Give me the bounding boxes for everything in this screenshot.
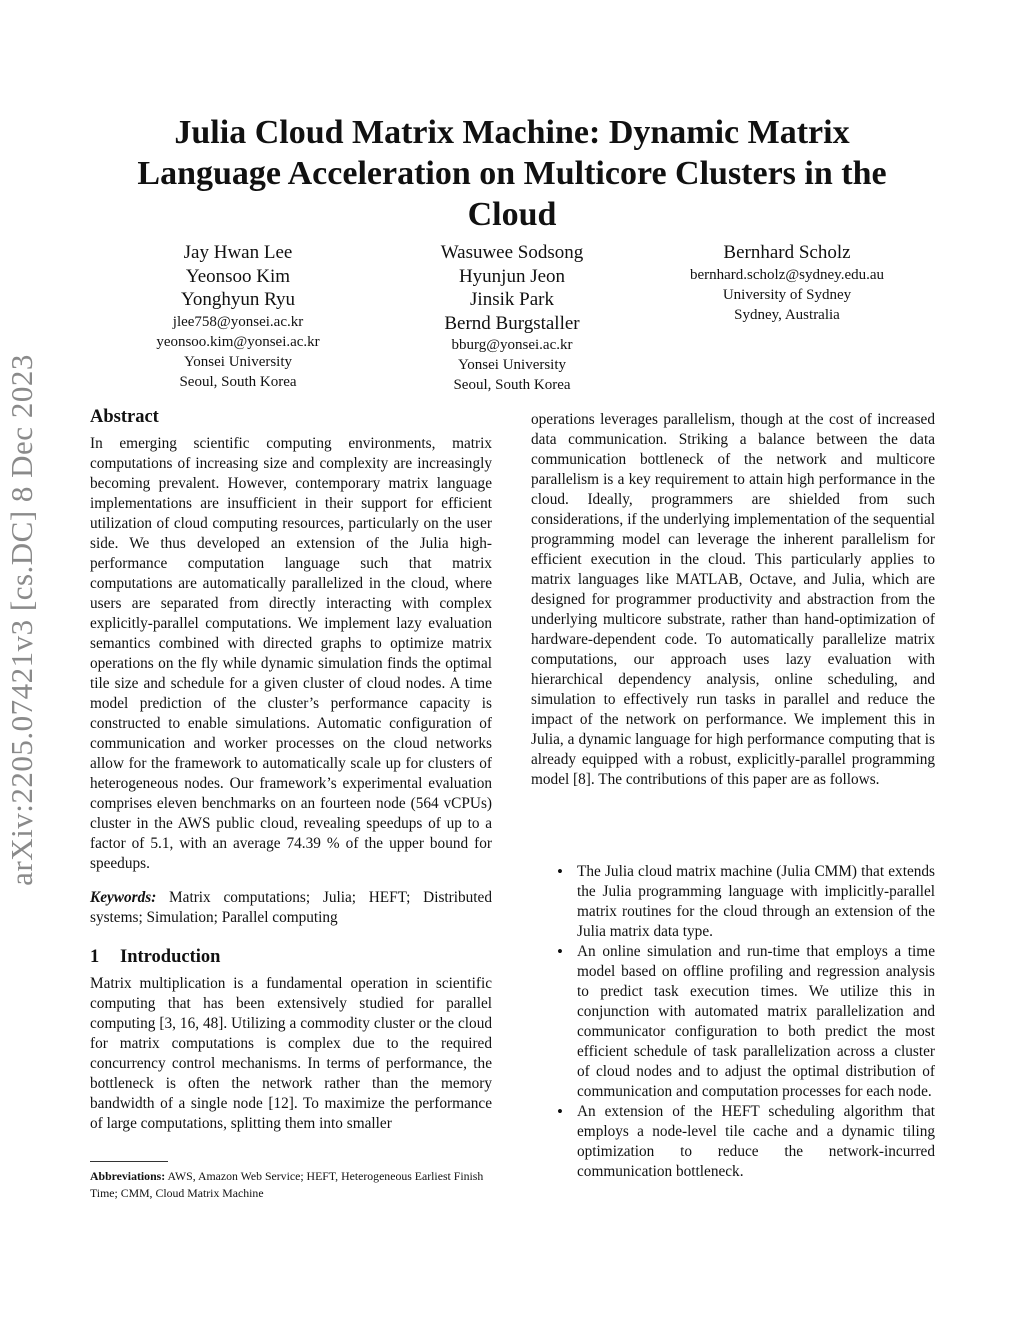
author-block-sydney [652,241,922,325]
author-name: Bernd Burgstaller [444,312,580,334]
author-block-yonsei-2 [402,241,622,395]
author-name: Wasuwee Sodsong [440,242,584,263]
title-line: Language Acceleration on Multicore Clusters in the [137,155,887,192]
author-affiliation: Yonsei University [183,353,293,370]
section-number: 1 [90,947,100,967]
contributions-list [554,862,935,1182]
footnote-rule [90,1161,168,1162]
keywords-text: Matrix computations; Julia; HEFT; Distributed systems; Simulation; Parallel computing [90,889,492,926]
author-location: Sydney, Australia [734,306,840,323]
author-name: Hyunjun Jeon [458,265,566,287]
title-line: Cloud [467,196,557,233]
author-location: Seoul, South Korea [453,377,571,393]
author-email: yeonsoo.kim@yonsei.ac.kr [156,333,320,350]
title-line: Julia Cloud Matrix Machine: Dynamic Matrix [174,114,850,151]
right-column [531,410,935,790]
introduction-heading [90,946,492,968]
author-email: bernhard.scholz@sydney.edu.au [689,266,885,283]
author-affiliation: University of Sydney [722,286,852,303]
footnote [90,1161,492,1202]
abstract-heading: Abstract [90,407,159,427]
keywords [90,888,492,928]
list-item: • An extension of the HEFT scheduling algorithm that employs a node-level tile cache and a dynamic tiling optimization to reduce the network-incurred communication bottleneck. [554,1102,935,1182]
author-name: Yonghyun Ryu [181,289,295,310]
list-item: • An online simulation and run-time that employs a time model based on offline profiling and regression analysis to predict task execution times. We utilize this in conjunction with automated matrix parallelization and communicator configuration to both predict the most efficient schedule of task parallelization across a cluster of cloud nodes and to adjust the optimal distribution of communication and computation processes for each node. [554,942,935,1102]
footnote-label: Abbreviations: [90,1169,166,1183]
author-block-yonsei-1 [128,241,348,392]
intro-paragraph: Matrix multiplication is a fundamental operation in scientific computing that has been extensively studied for parallel computing [3, 16, 48]. Utilizing a commodity cluster or the cloud for matrix computations is complex due to the required concurrency control mechanisms. In terms of performance, the bottleneck is often the network rather than the memory bandwidth of a single node [12]. To maximize the performance of large computations, splitting them into smaller [90,975,492,1132]
author-name: Jinsik Park [470,289,554,310]
abstract-text: In emerging scientific computing environments, matrix computations of increasing size and complexity are increasingly becoming prevalent. However, contemporary matrix language implementations are insufficient in their support for efficient utilization of cloud computing resources, particularly on the user side. We thus developed an extension of the Julia high-performance computation language such that matrix computations are automatically parallelized in the cloud, where users are separated from directly interacting with complex explicitly-parallel computations. We implement lazy evaluation semantics combined with directed graphs to optimize matrix operations on the fly while dynamic simulation finds the optimal tile size and schedule for a given cluster of cloud nodes. A time model prediction of the cluster’s performance capacity is constructed to enable simulations. Automatic configuration of communication and worker processes on the cloud networks allow for the framework to automatically scale up for clusters of heterogeneous nodes. Our framework’s experimental evaluation comprises eleven benchmarks on an fourteen node (564 vCPUs) cluster in the AWS public cloud, revealing speedups of up to a factor of 5.1, with an average 74.39 % of the upper bound for speedups. [90,435,492,872]
footnote-text: AWS, Amazon Web Service; HEFT, Heterogeneous Earliest Finish Time; CMM, Cloud Matrix Machine [90,1169,484,1200]
author-name: Bernhard Scholz [723,242,851,263]
author-affiliation: Yonsei University [457,357,567,373]
section-title: Introduction [120,947,221,967]
list-item: • The Julia cloud matrix machine (Julia CMM) that extends the Julia programming language with implicitly-parallel matrix routines for the cloud through an extension of the Julia matrix data type. [554,862,935,942]
author-name: Yeonsoo Kim [185,265,291,287]
author-location: Seoul, South Korea [179,373,297,390]
author-name: Jay Hwan Lee [183,242,293,263]
paper-title [60,112,964,235]
keywords-label: Keywords: [90,889,157,906]
intro-paragraph-continued: operations leverages parallelism, though at the cost of increased data communication. Striking a balance between the data communication bottleneck of the network and multicore parallelism is a key requirement to attain high performance in the cloud. Ideally, programmers are shielded from such considerations, if the underlying implementation of the sequential programming model can leverage the inherent parallelism for efficient execution in the cloud. This particularly applies to matrix languages like MATLAB, Octave, and Julia, which are designed for programmer productivity and abstraction from the underlying multicore substrate, rather than hand-optimization of hardware-dependent code. To automatically parallelize matrix computations, our approach uses lazy evaluation with hierarchical dependency analysis, online scheduling, and simulation to effectively run tasks in parallel and reduce the impact of the network on performance. We implement this in Julia, a dynamic language for high performance computing that is already equipped with a robust, explicitly-parallel programming model [8]. The contributions of this paper are as follows. [531,411,935,788]
left-column [90,406,492,1134]
author-email: bburg@yonsei.ac.kr [451,337,573,353]
arxiv-id-text: arXiv:2205.07421v3 [cs.DC] 8 Dec 2023 [4,354,39,886]
author-email: jlee758@yonsei.ac.kr [172,313,304,330]
